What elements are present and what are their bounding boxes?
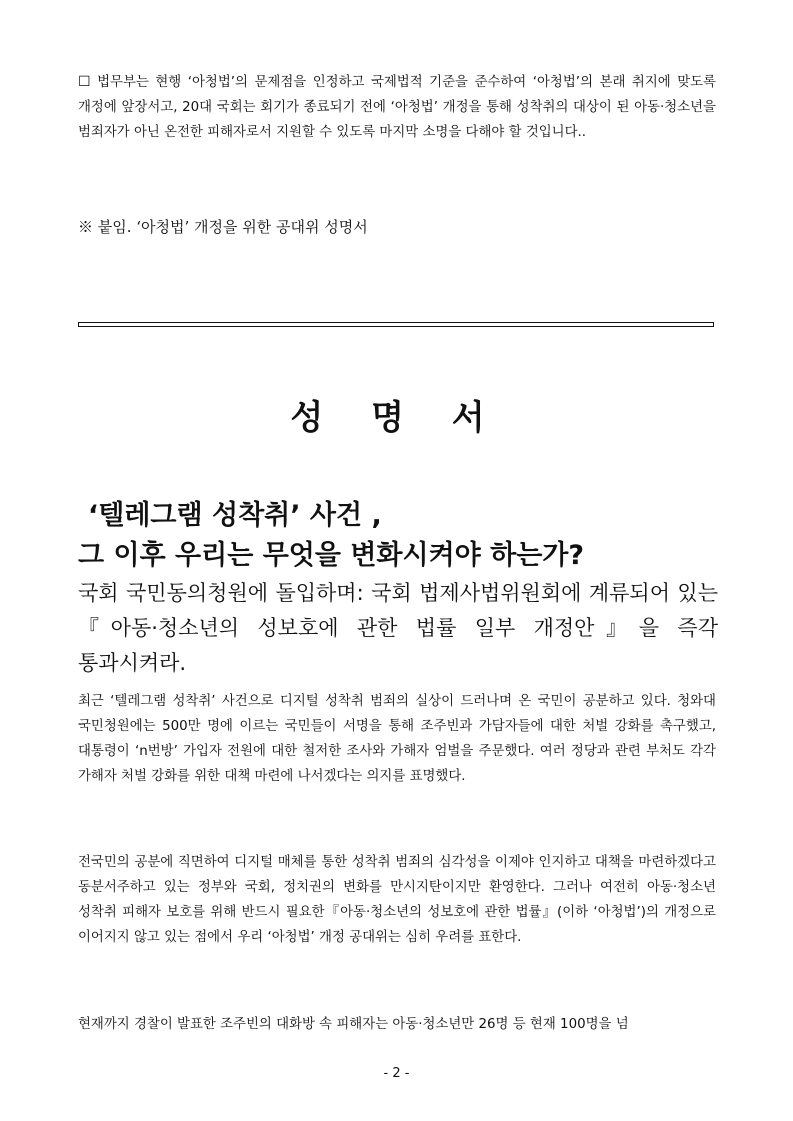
body-paragraph-2: 전국민의 공분에 직면하여 디지털 매체를 통한 성착취 범죄의 심각성을 이제야 인지하고 대책을 마련하겠다고 동분서주하고 있는 정부와 국회, 정치권의 변화를 만시지탄이지만 환영한다. 그러나 여전히 아동·청소년 성착취 피해자 보호를 위해 반드시 필요한『아동·청소년의 성보호에 관한 법률』(이하 ‘아청법’)의 개정으로 이어지지 않고 있는 점에서 우리 ‘아청법’ 개정 공대위는 심히 우려를 표한다. xyxy=(78,855,716,945)
section-divider xyxy=(78,322,714,327)
checkbox-bullet-icon: ☐ xyxy=(78,74,91,90)
top-paragraph xyxy=(78,70,716,145)
subheadline: 국회 국민동의청원에 돌입하며: 국회 법제사법위원회에 계류되어 있는『아동·청소년의 성보호에 관한 법률 일부 개정안』을 즉각 통과시켜라. xyxy=(78,581,718,675)
page-number: - 2 - xyxy=(383,1066,410,1081)
body-paragraph-3: 현재까지 경찰이 발표한 조주빈의 대화방 속 피해자는 아동·청소년만 26명 등 현재 100명을 넘 xyxy=(78,1017,629,1032)
attachment-note: ※ 붙임. ‘아청법’ 개정을 위한 공대위 성명서 xyxy=(78,218,368,236)
top-paragraph-text: 법무부는 현행 ‘아청법’의 문제점을 인정하고 국제법적 기준을 준수하여 ‘아청법’의 본래 취지에 맞도록 개정에 앞장서고, 20대 국회는 회기가 종료되기 전에 ‘아청법’ 개정을 통해 성착취의 대상이 된 아동·청소년을 범죄자가 아닌 온전한 피해자로서 지원할 수 있도록 마지막 소명을 다해야 할 것입니다.. xyxy=(78,75,716,140)
statement-title: 성 명 서 xyxy=(290,398,503,438)
headline-line-1: ‘텔레그램 성착취’ 사건 , xyxy=(88,500,382,531)
body-paragraph-1: 최근 ‘텔레그램 성착취’ 사건으로 디지털 성착취 범죄의 실상이 드러나며 온 국민이 공분하고 있다. 청와대 국민청원에는 500만 명에 이르는 국민들이 서명을 통해 조주빈과 가담자들에 대한 처벌 강화를 촉구했고, 대통령이 ‘n번방’ 가입자 전원에 대한 철저한 조사와 가해자 엄벌을 주문했다. 여러 정당과 관련 부처도 각각 가해자 처벌 강화를 위한 대책 마련에 나서겠다는 의지를 표명했다. xyxy=(78,694,716,784)
headline-line-2: 그 이후 우리는 무엇을 변화시켜야 하는가? xyxy=(78,540,585,571)
